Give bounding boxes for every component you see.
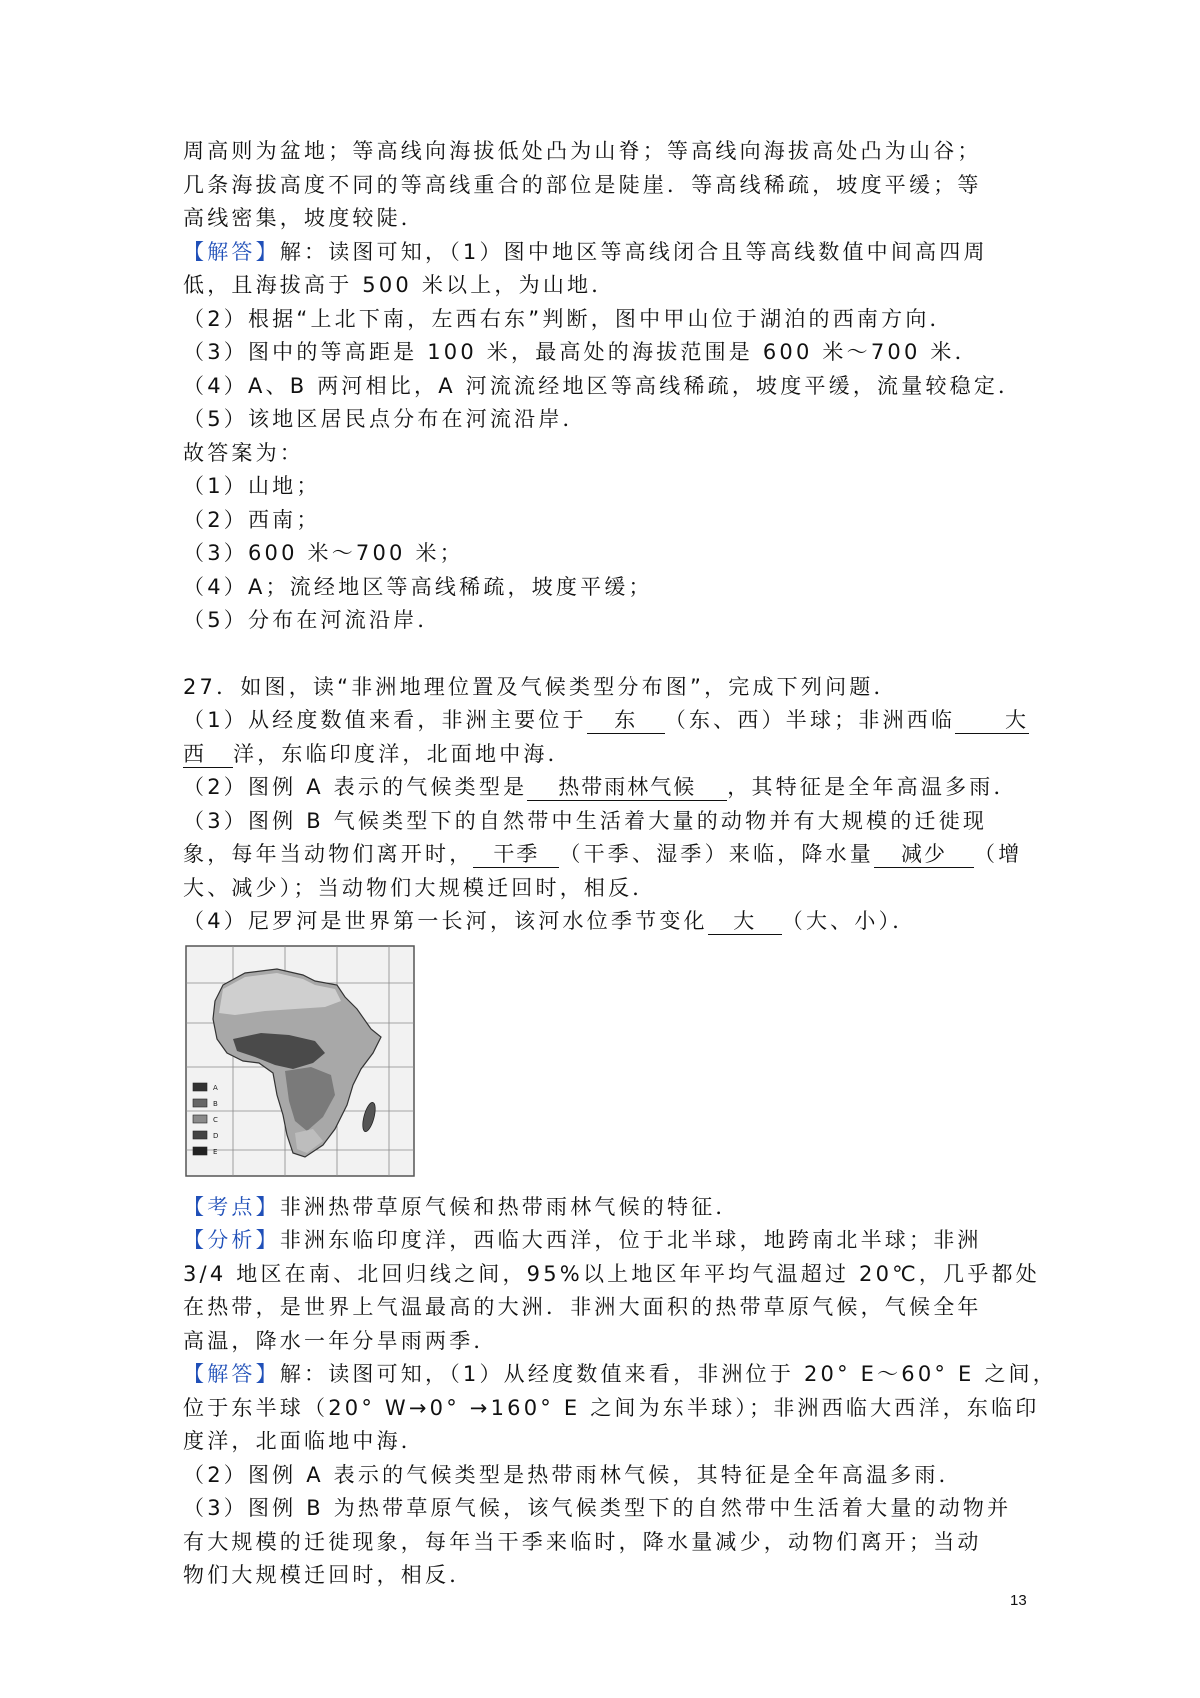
legend-label: C	[213, 1115, 218, 1124]
text-line: 高温，降水一年分旱雨两季．	[183, 1328, 498, 1353]
text-line: （2）图例 A 表示的气候类型是热带雨林气候，其特征是全年高温多雨．	[183, 1462, 963, 1487]
text-line: （3）600 米～700 米；	[183, 541, 464, 565]
text-line: （3）图例 B 为热带草原气候，该气候类型下的自然带中生活着大量的动物并	[183, 1496, 1012, 1520]
answer-blank: 干季	[473, 841, 559, 868]
text: ，其特征是全年高温多雨．	[727, 775, 1018, 799]
question-line	[183, 738, 1033, 772]
text-line: 在热带，是世界上气温最高的大洲．非洲大面积的热带草原气候，气候全年	[183, 1295, 982, 1319]
answer-first-line	[183, 236, 1033, 270]
answer-blank: 大	[955, 707, 1029, 734]
fenxi-tag: 【分析】	[183, 1228, 280, 1252]
question-line	[183, 771, 1033, 805]
legend-label: D	[213, 1131, 219, 1140]
text-line: （4）A；流经地区等高线稀疏，坡度平缓；	[183, 574, 653, 599]
text-line: 物们大规模迁回时，相反．	[183, 1563, 474, 1587]
text: （4）尼罗河是世界第一长河，该河水位季节变化	[183, 909, 708, 933]
answer-text: 解：读图可知，（1）图中地区等高线闭合且等高线数值中间高四周	[279, 239, 988, 264]
kaodian-tag: 【考点】	[183, 1194, 280, 1219]
africa-climate-map	[185, 945, 415, 1177]
answer-blank: 东	[587, 707, 665, 734]
fenxi-line	[183, 1224, 1033, 1258]
text: 解：读图可知，（1）从经度数值来看，非洲位于 20° E～60° E 之间，	[279, 1362, 1057, 1386]
legend-label: A	[213, 1083, 218, 1092]
answer-blank: 热带雨林气候	[527, 774, 727, 801]
legend-label: B	[213, 1099, 218, 1108]
text-line: （4）A、B 两河相比，A 河流流经地区等高线稀疏，坡度平缓，流量较稳定．	[183, 373, 1023, 398]
question-line	[183, 838, 1033, 872]
text-line: 度洋，北面临地中海．	[183, 1429, 425, 1453]
text: （2）图例 A 表示的气候类型是	[183, 775, 528, 799]
text-line: （3）图中的等高距是 100 米，最高处的海拔范围是 600 米～700 米．	[183, 340, 979, 364]
text-line: （5）该地区居民点分布在河流沿岸．	[183, 407, 587, 431]
question-line	[183, 704, 1033, 738]
text-line: （5）分布在河流沿岸．	[183, 608, 442, 632]
jieda-line	[183, 1358, 1057, 1392]
answer-tag: 【解答】	[183, 239, 280, 264]
question-line	[183, 905, 1033, 939]
text-line: （2）西南；	[183, 507, 321, 532]
text: （东、西）半球；非洲西临	[664, 708, 956, 732]
text-line: 低，且海拔高于 500 米以上，为山地．	[183, 273, 616, 297]
text: （干季、湿季）来临，降水量	[559, 842, 875, 866]
jieda-tag: 【解答】	[183, 1362, 280, 1386]
text-line: 有大规模的迁徙现象，每年当干季来临时，降水量减少，动物们离开；当动	[183, 1529, 982, 1554]
page-number: 13	[1010, 1592, 1027, 1609]
answer-blank: 大	[708, 908, 782, 935]
kaodian-line	[183, 1191, 1033, 1225]
text-line: （1）山地；	[183, 474, 321, 498]
text-line: （2）根据“上北下南，左西右东”判断，图中甲山位于湖泊的西南方向．	[183, 306, 954, 331]
answer-blank: 西	[183, 741, 233, 768]
text-line: 故答案为：	[183, 440, 304, 465]
text: 洋，东临印度洋，北面地中海．	[233, 741, 572, 766]
page-content	[183, 135, 1057, 1593]
text: （增	[974, 842, 1023, 866]
text-line: 几条海拔高度不同的等高线重合的部位是陡崖．等高线稀疏，坡度平缓；等	[183, 172, 982, 197]
text: 象，每年当动物们离开时，	[183, 842, 474, 866]
text: 非洲热带草原气候和热带雨林气候的特征．	[279, 1194, 740, 1219]
text-line: 3/4 地区在南、北回归线之间，95%以上地区年平均气温超过 20℃，几乎都处	[183, 1261, 1040, 1286]
text-line: 位于东半球（20° W→0° →160° E 之间为东半球）；非洲西临大西洋，东临印	[183, 1395, 1040, 1420]
legend-label: E	[213, 1147, 218, 1156]
answer-blank: 减少	[874, 841, 974, 868]
question-line: 大、减少）；当动物们大规模迁回时，相反．	[183, 875, 657, 900]
text-line: 高线密集，坡度较陡．	[183, 206, 425, 230]
question-line: （3）图例 B 气候类型下的自然带中生活着大量的动物并有大规模的迁徙现	[183, 808, 988, 833]
text-line: 周高则为盆地；等高线向海拔低处凸为山脊；等高线向海拔高处凸为山谷；	[183, 139, 982, 163]
spacer	[183, 638, 1033, 671]
text: （1）从经度数值来看，非洲主要位于	[183, 708, 587, 732]
question-title: 27．如图，读“非洲地理位置及气候类型分布图”，完成下列问题．	[183, 674, 898, 699]
text: （大、小）．	[781, 909, 917, 933]
text: 非洲东临印度洋，西临大西洋，位于北半球，地跨南北半球；非洲	[279, 1228, 982, 1252]
